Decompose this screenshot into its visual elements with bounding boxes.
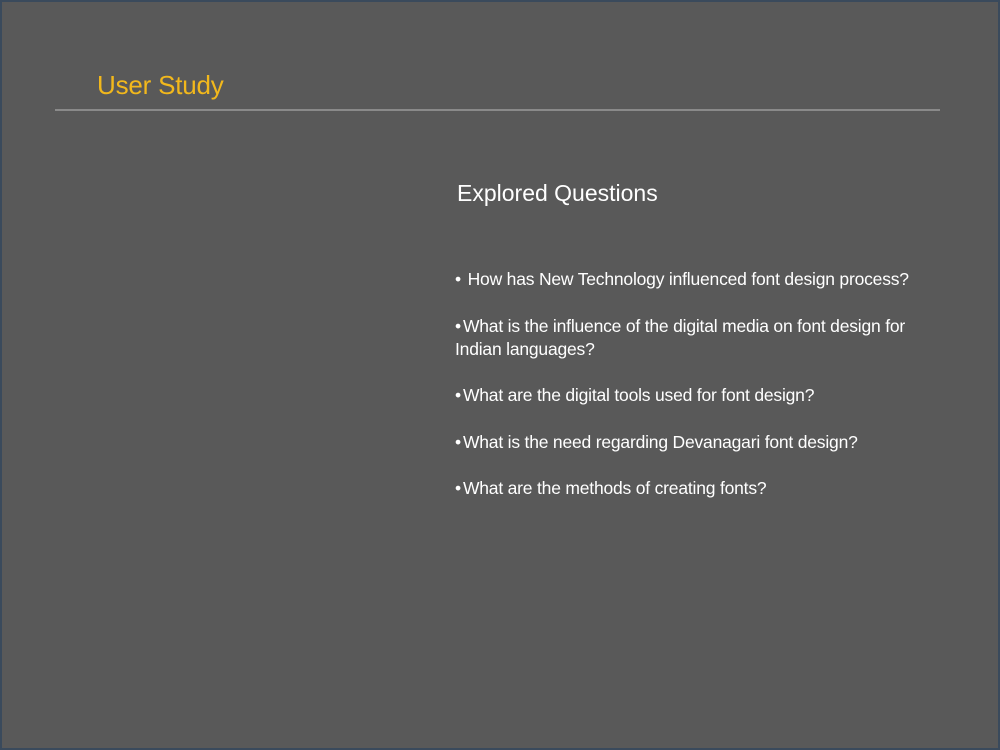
slide xyxy=(2,2,998,748)
question-item xyxy=(455,431,955,454)
question-item xyxy=(455,315,955,361)
question-text: What is the influence of the digital media on font design for Indian languages? xyxy=(455,315,906,359)
question-text: How has New Technology influenced font design process? xyxy=(467,269,909,289)
title-divider xyxy=(55,109,940,111)
question-item xyxy=(455,477,955,500)
question-item xyxy=(455,384,955,407)
question-text: What are the digital tools used for font design? xyxy=(462,385,815,405)
bullet-icon: • xyxy=(455,478,461,498)
question-item xyxy=(455,268,955,291)
bullet-icon: • xyxy=(455,315,461,336)
bullet-icon: • xyxy=(455,269,461,289)
bullet-icon: • xyxy=(455,431,461,452)
slide-title: User Study xyxy=(97,70,224,100)
question-list xyxy=(455,268,955,524)
section-heading: Explored Questions xyxy=(457,180,658,206)
question-text: What is the need regarding Devanagari font design? xyxy=(462,431,858,452)
bullet-icon: • xyxy=(455,385,461,405)
question-text: What are the methods of creating fonts? xyxy=(462,478,767,498)
